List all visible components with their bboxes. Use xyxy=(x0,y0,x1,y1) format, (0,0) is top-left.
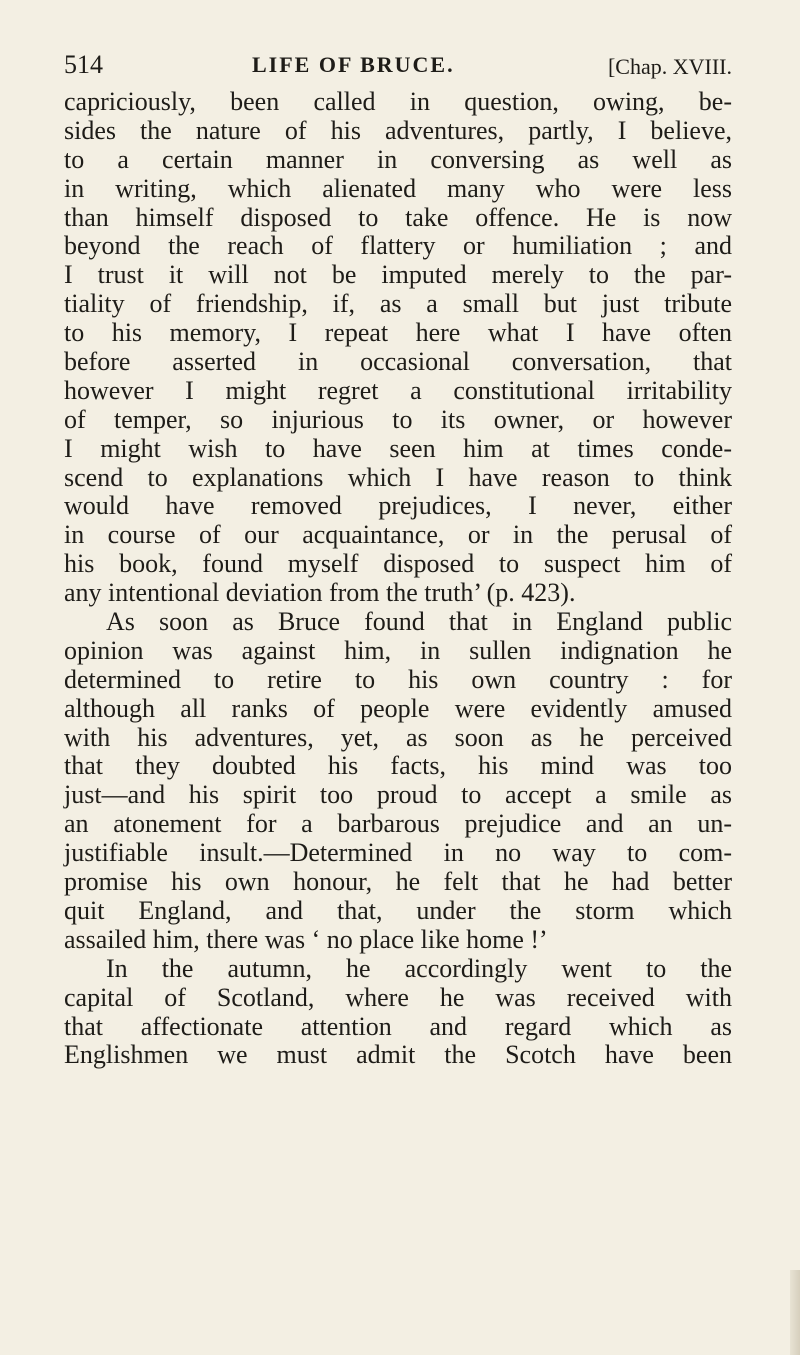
page-number: 514 xyxy=(64,50,103,79)
text-line: just—and his spirit too proud to accept a smile as xyxy=(64,780,732,810)
text-line: Englishmen we must admit the Scotch have been xyxy=(64,1040,732,1070)
text-line: that affectionate attention and regard which as xyxy=(64,1011,732,1041)
text-line: beyond the reach of flattery or humiliation ; and xyxy=(64,231,732,261)
text-line: however I might regret a constitutional irritability xyxy=(64,375,732,405)
text-line: although all ranks of people were evidently amused xyxy=(64,693,732,723)
text-line: assailed him, there was ‘ no place like home !’ xyxy=(64,924,548,954)
text-line: quit England, and that, under the storm which xyxy=(64,895,732,925)
text-line: determined to retire to his own country : for xyxy=(64,664,732,694)
running-title: LIFE OF BRUCE. xyxy=(252,52,455,77)
text-line: than himself disposed to take offence. He is now xyxy=(64,202,732,232)
text-line: to his memory, I repeat here what I have often xyxy=(64,318,732,348)
text-line: scend to explanations which I have reason to think xyxy=(64,462,732,492)
text-line: opinion was against him, in sullen indignation he xyxy=(64,635,732,665)
text-line: would have removed prejudices, I never, either xyxy=(64,491,732,521)
text-line: justifiable insult.—Determined in no way to com- xyxy=(64,838,732,868)
text-line: promise his own honour, he felt that he had better xyxy=(64,867,732,897)
chapter-label: [Chap. XVIII. xyxy=(607,54,732,79)
text-line: his book, found myself disposed to suspect him of xyxy=(64,549,732,579)
text-line: with his adventures, yet, as soon as he perceived xyxy=(64,722,732,752)
text-line: in writing, which alienated many who were less xyxy=(64,173,732,203)
text-line: sides the nature of his adventures, partly, I believe, xyxy=(64,115,732,145)
text-line: I might wish to have seen him at times conde- xyxy=(64,433,732,463)
page-edge xyxy=(790,1270,800,1355)
text-line: tiality of friendship, if, as a small but just tribute xyxy=(64,289,732,319)
text-line: capriciously, been called in question, owing, be- xyxy=(64,87,732,116)
text-line: to a certain manner in conversing as well as xyxy=(64,144,732,174)
text-line: any intentional deviation from the truth’ (p. 423). xyxy=(64,578,576,608)
text-line: I trust it will not be imputed merely to the par- xyxy=(64,260,732,290)
text-line: In the autumn, he accordingly went to the xyxy=(106,953,732,983)
text-line: that they doubted his facts, his mind was too xyxy=(64,751,732,781)
text-line: As soon as Bruce found that in England public xyxy=(106,607,732,637)
text-line: before asserted in occasional conversation, that xyxy=(64,347,732,377)
running-header xyxy=(64,50,732,86)
text-line: of temper, so injurious to its owner, or however xyxy=(64,404,732,434)
body-text xyxy=(64,88,732,1070)
text-line: in course of our acquaintance, or in the perusal of xyxy=(64,520,732,550)
text-line: an atonement for a barbarous prejudice and an un- xyxy=(64,809,732,839)
text-line: capital of Scotland, where he was received with xyxy=(64,982,732,1012)
